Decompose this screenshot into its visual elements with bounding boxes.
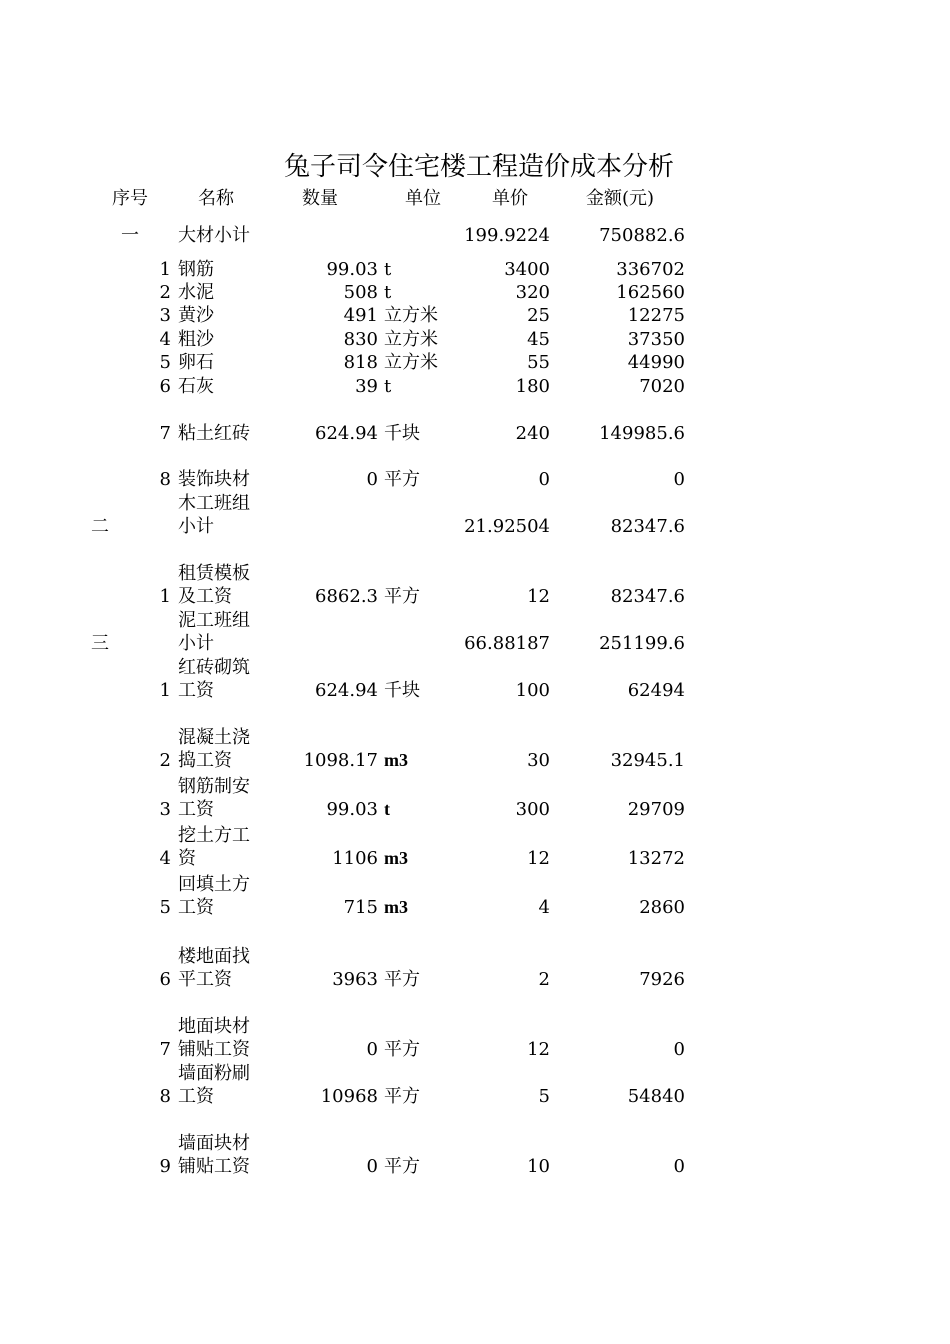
- row-seq: 2: [159, 282, 171, 303]
- row-amount: 54840: [627, 1086, 685, 1107]
- row-amount: 251199.6: [599, 633, 685, 654]
- row-amount: 0: [673, 469, 685, 490]
- row-seq: 5: [159, 352, 171, 373]
- row-qty: 10968: [320, 1086, 378, 1107]
- header-unit: 单位: [405, 188, 441, 209]
- row-name: 石灰: [178, 376, 214, 397]
- row-name: 工资: [178, 680, 214, 701]
- header-name: 名称: [198, 188, 234, 209]
- row-name: 及工资: [178, 586, 232, 607]
- row-qty: 1106: [332, 848, 378, 869]
- row-amount: 62494: [627, 680, 685, 701]
- row-qty: 0: [366, 1039, 378, 1060]
- row-price: 66.88187: [464, 633, 550, 654]
- row-unit: 千块: [384, 680, 420, 701]
- row-price: 3400: [504, 259, 550, 280]
- row-price: 21.92504: [464, 516, 550, 537]
- row-amount: 0: [673, 1156, 685, 1177]
- row-unit: 平方: [384, 1086, 420, 1107]
- row-amount: 2860: [639, 897, 685, 918]
- row-name: 水泥: [178, 282, 214, 303]
- row-name: 租赁模板: [178, 563, 250, 584]
- row-seq: 3: [159, 305, 171, 326]
- row-price: 12: [527, 1039, 550, 1060]
- row-unit: m3: [384, 897, 408, 917]
- row-price: 25: [527, 305, 550, 326]
- header-qty: 数量: [302, 188, 338, 209]
- row-price: 320: [515, 282, 550, 303]
- row-unit: 千块: [384, 423, 420, 444]
- row-amount: 29709: [627, 799, 685, 820]
- row-name: 木工班组: [178, 493, 250, 514]
- row-price: 0: [538, 469, 550, 490]
- document-title: 兔子司令住宅楼工程造价成本分析: [283, 152, 674, 182]
- row-seq: 9: [159, 1156, 171, 1177]
- row-name: 捣工资: [178, 750, 232, 771]
- row-qty: 624.94: [315, 680, 378, 701]
- row-amount: 37350: [627, 329, 685, 350]
- row-amount: 0: [673, 1039, 685, 1060]
- row-qty: 818: [343, 352, 378, 373]
- row-qty: 491: [343, 305, 378, 326]
- header-price: 单价: [492, 188, 528, 209]
- row-amount: 32945.1: [610, 750, 685, 771]
- row-price: 4: [538, 897, 550, 918]
- row-name: 粘土红砖: [178, 423, 250, 444]
- row-name: 墙面粉刷: [178, 1063, 250, 1084]
- row-seq: 1: [159, 259, 171, 280]
- row-seq: 5: [159, 897, 171, 918]
- row-name: 小计: [178, 633, 214, 654]
- row-amount: 7020: [639, 376, 685, 397]
- header-amount: 金额(元): [585, 188, 655, 209]
- header-seq: 序号: [112, 188, 148, 209]
- row-amount: 336702: [616, 259, 685, 280]
- row-seq: 8: [159, 469, 171, 490]
- row-amount: 162560: [616, 282, 685, 303]
- row-unit: 平方: [384, 1039, 420, 1060]
- row-seq: 3: [159, 799, 171, 820]
- row-qty: 0: [366, 469, 378, 490]
- row-name: 泥工班组: [178, 610, 250, 631]
- row-qty: 6862.3: [315, 586, 378, 607]
- row-name: 挖土方工: [178, 825, 250, 846]
- row-price: 2: [538, 969, 550, 990]
- row-qty: 39: [355, 376, 378, 397]
- section-number: 一: [121, 225, 139, 246]
- row-price: 240: [515, 423, 550, 444]
- row-price: 12: [527, 848, 550, 869]
- row-seq: 2: [159, 750, 171, 771]
- row-qty: 3963: [332, 969, 378, 990]
- row-price: 199.9224: [464, 225, 550, 246]
- row-name: 工资: [178, 1086, 214, 1107]
- row-qty: 830: [343, 329, 378, 350]
- row-name: 大材小计: [178, 225, 250, 246]
- row-price: 300: [515, 799, 550, 820]
- row-name: 小计: [178, 516, 214, 537]
- row-unit: m3: [384, 848, 408, 868]
- row-unit: 平方: [384, 469, 420, 490]
- row-name: 红砖砌筑: [178, 657, 250, 678]
- row-qty: 99.03: [326, 259, 378, 280]
- section-number: 三: [91, 633, 109, 654]
- row-seq: 7: [159, 423, 171, 444]
- row-name: 钢筋: [178, 259, 214, 280]
- row-name: 工资: [178, 897, 214, 918]
- row-qty: 0: [366, 1156, 378, 1177]
- row-price: 30: [527, 750, 550, 771]
- row-price: 100: [515, 680, 550, 701]
- row-seq: 4: [159, 329, 171, 350]
- row-amount: 82347.6: [610, 586, 685, 607]
- row-name: 平工资: [178, 969, 232, 990]
- row-unit: m3: [384, 750, 408, 770]
- row-unit: t: [384, 376, 392, 397]
- row-unit: t: [384, 799, 390, 819]
- row-price: 12: [527, 586, 550, 607]
- row-name: 墙面块材: [178, 1133, 250, 1154]
- row-seq: 1: [159, 586, 171, 607]
- row-price: 55: [527, 352, 550, 373]
- row-qty: 99.03: [326, 799, 378, 820]
- row-unit: 平方: [384, 1156, 420, 1177]
- row-name: 楼地面找: [178, 946, 250, 967]
- row-amount: 12275: [627, 305, 685, 326]
- row-seq: 1: [159, 680, 171, 701]
- row-name: 装饰块材: [178, 469, 250, 490]
- row-qty: 715: [343, 897, 378, 918]
- row-seq: 7: [159, 1039, 171, 1060]
- row-unit: 平方: [384, 969, 420, 990]
- row-name: 铺贴工资: [178, 1156, 250, 1177]
- row-name: 混凝土浇: [178, 727, 250, 748]
- row-amount: 44990: [627, 352, 685, 373]
- row-price: 5: [538, 1086, 550, 1107]
- row-qty: 624.94: [315, 423, 378, 444]
- row-unit: t: [384, 282, 392, 303]
- row-name: 钢筋制安: [178, 776, 250, 797]
- row-seq: 6: [159, 376, 171, 397]
- row-unit: 立方米: [384, 352, 438, 373]
- row-unit: 立方米: [384, 329, 438, 350]
- row-name: 资: [178, 848, 196, 869]
- row-seq: 8: [159, 1086, 171, 1107]
- row-qty: 508: [343, 282, 378, 303]
- row-unit: 平方: [384, 586, 420, 607]
- row-amount: 82347.6: [610, 516, 685, 537]
- row-amount: 750882.6: [599, 225, 685, 246]
- row-name: 工资: [178, 799, 214, 820]
- row-amount: 13272: [627, 848, 685, 869]
- row-qty: 1098.17: [303, 750, 378, 771]
- section-number: 二: [91, 516, 109, 537]
- row-name: 黄沙: [178, 305, 214, 326]
- row-seq: 4: [159, 848, 171, 869]
- row-name: 回填土方: [178, 874, 250, 895]
- row-unit: 立方米: [384, 305, 438, 326]
- row-price: 180: [515, 376, 550, 397]
- row-name: 铺贴工资: [178, 1039, 250, 1060]
- row-price: 45: [527, 329, 550, 350]
- row-unit: t: [384, 259, 392, 280]
- row-name: 粗沙: [178, 329, 214, 350]
- row-name: 卵石: [178, 352, 214, 373]
- row-price: 10: [527, 1156, 550, 1177]
- row-amount: 7926: [639, 969, 685, 990]
- row-seq: 6: [159, 969, 171, 990]
- row-name: 地面块材: [178, 1016, 250, 1037]
- row-amount: 149985.6: [599, 423, 685, 444]
